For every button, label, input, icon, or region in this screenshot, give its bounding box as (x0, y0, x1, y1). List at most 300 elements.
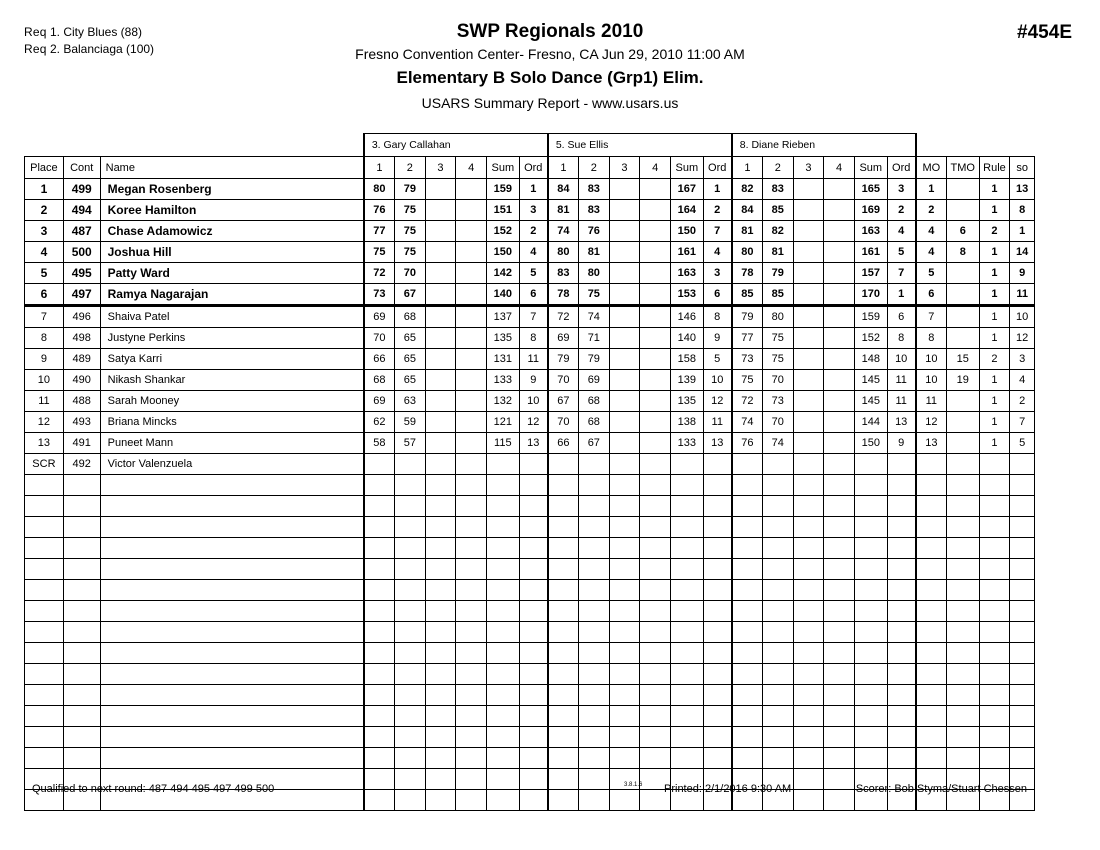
cell-j2-ord (703, 685, 732, 706)
cell-j3-score4 (824, 328, 855, 349)
cell-j2-score3 (609, 433, 640, 454)
title-block (0, 20, 1100, 114)
cell-tmo (946, 685, 979, 706)
cell-mo (916, 559, 947, 580)
cell-j1-score4 (456, 475, 487, 496)
cell-j3-ord (887, 601, 916, 622)
cell-j3-score4 (824, 685, 855, 706)
cell-j3-sum (854, 517, 887, 538)
cell-j1-score3 (425, 517, 456, 538)
cell-j3-sum: 159 (854, 306, 887, 328)
cell-mo: 4 (916, 242, 947, 263)
col-header-j3-1: 1 (732, 157, 763, 179)
cell-j2-ord (703, 475, 732, 496)
cell-j1-ord: 10 (519, 391, 548, 412)
cell-j3-ord: 13 (887, 412, 916, 433)
cell-j2-score1 (548, 538, 579, 559)
cell-j1-score3 (425, 179, 456, 200)
cell-j2-score2: 80 (578, 263, 609, 284)
cell-j3-score1 (732, 643, 763, 664)
col-header-j3-sum: Sum (854, 157, 887, 179)
cell-j3-score4 (824, 517, 855, 538)
cell-j3-ord: 4 (887, 221, 916, 242)
cell-place: 8 (25, 328, 64, 349)
cell-j3-sum: 163 (854, 221, 887, 242)
cell-rule (979, 643, 1010, 664)
cell-j1-sum: 142 (486, 263, 519, 284)
cell-j3-score3 (793, 454, 824, 475)
cell-j3-score1 (732, 664, 763, 685)
cell-mo (916, 622, 947, 643)
cell-j1-score2: 65 (395, 328, 426, 349)
cell-j3-score4 (824, 349, 855, 370)
cell-j1-score3 (425, 263, 456, 284)
cell-place (25, 538, 64, 559)
cell-mo: 4 (916, 221, 947, 242)
cell-tmo (946, 580, 979, 601)
cell-j2-score1 (548, 601, 579, 622)
cell-j3-score3 (793, 391, 824, 412)
cell-j1-score3 (425, 685, 456, 706)
venue-line: Fresno Convention Center- Fresno, CA Jun 29, 2010 11:00 AM (355, 46, 745, 62)
cell-j1-ord (519, 538, 548, 559)
cell-j3-score2 (762, 685, 793, 706)
cell-j1-score1: 62 (364, 412, 395, 433)
cell-j1-score2: 79 (395, 179, 426, 200)
cell-j1-sum: 159 (486, 179, 519, 200)
cell-so: 1 (1010, 221, 1035, 242)
report-footer (24, 780, 1035, 803)
cell-j1-sum (486, 685, 519, 706)
cell-j3-ord (887, 580, 916, 601)
cell-j2-sum (670, 496, 703, 517)
cell-j2-score2: 67 (578, 433, 609, 454)
col-header-j2-3: 3 (609, 157, 640, 179)
cell-j2-score3 (609, 496, 640, 517)
cell-j3-score2: 70 (762, 412, 793, 433)
cell-j2-score1 (548, 685, 579, 706)
cell-name (100, 580, 364, 601)
cell-rule (979, 559, 1010, 580)
cell-j3-score1: 85 (732, 284, 763, 306)
cell-tmo (946, 306, 979, 328)
cell-so: 11 (1010, 284, 1035, 306)
cell-j1-score3 (425, 391, 456, 412)
cell-contestant (63, 664, 100, 685)
cell-j1-score3 (425, 727, 456, 748)
cell-j3-ord: 5 (887, 242, 916, 263)
cell-j2-score2 (578, 475, 609, 496)
cell-tmo (946, 517, 979, 538)
cell-j2-score3 (609, 370, 640, 391)
cell-j1-ord (519, 685, 548, 706)
table-row (25, 200, 1035, 221)
cell-j2-sum (670, 601, 703, 622)
cell-j3-score1 (732, 517, 763, 538)
col-header-j1-sum: Sum (486, 157, 519, 179)
cell-j2-score4 (640, 538, 671, 559)
cell-so (1010, 538, 1035, 559)
cell-j1-score1: 66 (364, 349, 395, 370)
cell-j1-score2: 75 (395, 242, 426, 263)
cell-so: 14 (1010, 242, 1035, 263)
table-row (25, 284, 1035, 306)
cell-j1-score4 (456, 643, 487, 664)
cell-j3-score4 (824, 748, 855, 769)
cell-j1-ord (519, 664, 548, 685)
cell-j1-score1 (364, 454, 395, 475)
cell-j2-ord: 2 (703, 200, 732, 221)
cell-so (1010, 643, 1035, 664)
cell-j1-score2: 57 (395, 433, 426, 454)
cell-j3-sum: 157 (854, 263, 887, 284)
cell-rule (979, 517, 1010, 538)
cell-j3-score4 (824, 664, 855, 685)
cell-j1-sum: 132 (486, 391, 519, 412)
cell-contestant (63, 706, 100, 727)
cell-j1-score2 (395, 559, 426, 580)
cell-name: Joshua Hill (100, 242, 364, 263)
cell-j1-sum (486, 538, 519, 559)
cell-name: Ramya Nagarajan (100, 284, 364, 306)
cell-mo (916, 517, 947, 538)
cell-mo (916, 706, 947, 727)
cell-j3-score3 (793, 580, 824, 601)
cell-j1-score1: 75 (364, 242, 395, 263)
cell-j1-ord (519, 727, 548, 748)
cell-j2-score1 (548, 475, 579, 496)
requirement-text: Balanciaga (100) (63, 42, 155, 56)
cell-so: 8 (1010, 200, 1035, 221)
col-header-j1-3: 3 (425, 157, 456, 179)
table-row-empty (25, 601, 1035, 622)
cell-mo: 8 (916, 328, 947, 349)
cell-rule (979, 496, 1010, 517)
cell-contestant (63, 475, 100, 496)
cell-name (100, 664, 364, 685)
cell-j2-sum (670, 454, 703, 475)
cell-j1-score4 (456, 496, 487, 517)
cell-name (100, 643, 364, 664)
scorer-line: Scorer: Bob Styma/Stuart Chessen (855, 783, 1027, 795)
cell-name: Justyne Perkins (100, 328, 364, 349)
cell-j3-score4 (824, 727, 855, 748)
cell-j1-score1 (364, 475, 395, 496)
cell-j1-score4 (456, 559, 487, 580)
cell-j2-sum: 138 (670, 412, 703, 433)
cell-j3-score2: 85 (762, 284, 793, 306)
cell-j2-score4 (640, 454, 671, 475)
cell-j3-score2: 82 (762, 221, 793, 242)
cell-j1-score2: 67 (395, 284, 426, 306)
cell-j2-score4 (640, 727, 671, 748)
cell-j3-sum (854, 643, 887, 664)
cell-contestant: 494 (63, 200, 100, 221)
cell-tmo (946, 475, 979, 496)
cell-j3-score4 (824, 179, 855, 200)
cell-j2-score2: 75 (578, 284, 609, 306)
cell-j2-score3 (609, 580, 640, 601)
cell-j2-score2 (578, 706, 609, 727)
cell-j2-ord (703, 706, 732, 727)
cell-rule (979, 538, 1010, 559)
version-code: 3.8.1.6 (624, 782, 643, 788)
cell-j2-score1 (548, 706, 579, 727)
cell-name: Sarah Mooney (100, 391, 364, 412)
cell-name (100, 748, 364, 769)
cell-j1-score3 (425, 349, 456, 370)
col-header-j2-1: 1 (548, 157, 579, 179)
cell-j1-sum (486, 496, 519, 517)
cell-j2-score4 (640, 517, 671, 538)
cell-j2-score4 (640, 706, 671, 727)
cell-j1-sum (486, 559, 519, 580)
table-row (25, 263, 1035, 284)
cell-j2-score3 (609, 349, 640, 370)
cell-mo (916, 643, 947, 664)
cell-j1-score4 (456, 706, 487, 727)
cell-j1-ord (519, 559, 548, 580)
cell-j1-score3 (425, 200, 456, 221)
cell-j2-score3 (609, 475, 640, 496)
cell-j1-score1: 72 (364, 263, 395, 284)
cell-j1-score2 (395, 727, 426, 748)
table-row-empty (25, 622, 1035, 643)
cell-j1-score1: 76 (364, 200, 395, 221)
cell-j2-sum (670, 580, 703, 601)
cell-j2-ord: 7 (703, 221, 732, 242)
cell-j1-score4 (456, 328, 487, 349)
cell-j2-score1 (548, 454, 579, 475)
cell-j3-ord: 2 (887, 200, 916, 221)
cell-j2-score2 (578, 559, 609, 580)
cell-j3-score2 (762, 496, 793, 517)
cell-j3-score2 (762, 706, 793, 727)
cell-j1-sum: 150 (486, 242, 519, 263)
cell-j2-score2: 83 (578, 200, 609, 221)
cell-contestant: 493 (63, 412, 100, 433)
col-header-j1-2: 2 (395, 157, 426, 179)
cell-j3-sum: 144 (854, 412, 887, 433)
table-row (25, 179, 1035, 200)
cell-j1-score3 (425, 475, 456, 496)
cell-j3-ord (887, 706, 916, 727)
cell-j3-ord (887, 454, 916, 475)
cell-j3-score4 (824, 475, 855, 496)
cell-j3-score4 (824, 221, 855, 242)
cell-j3-sum: 152 (854, 328, 887, 349)
cell-rule (979, 664, 1010, 685)
cell-j2-ord: 3 (703, 263, 732, 284)
cell-j3-score1 (732, 706, 763, 727)
cell-j1-ord (519, 622, 548, 643)
cell-j3-score4 (824, 496, 855, 517)
cell-j2-score2: 68 (578, 391, 609, 412)
cell-so (1010, 622, 1035, 643)
cell-so (1010, 580, 1035, 601)
cell-j1-score1: 69 (364, 306, 395, 328)
cell-j2-score3 (609, 391, 640, 412)
cell-j1-score1 (364, 538, 395, 559)
cell-name: Satya Karri (100, 349, 364, 370)
cell-j1-ord: 7 (519, 306, 548, 328)
cell-tmo (946, 391, 979, 412)
cell-name (100, 601, 364, 622)
cell-j2-score1: 70 (548, 370, 579, 391)
cell-rule (979, 580, 1010, 601)
cell-so: 3 (1010, 349, 1035, 370)
cell-j1-sum (486, 601, 519, 622)
cell-j3-score2 (762, 517, 793, 538)
cell-so: 4 (1010, 370, 1035, 391)
cell-place (25, 601, 64, 622)
cell-j1-score3 (425, 328, 456, 349)
cell-j2-score4 (640, 179, 671, 200)
cell-tmo: 15 (946, 349, 979, 370)
cell-j3-score4 (824, 454, 855, 475)
cell-rule (979, 601, 1010, 622)
cell-place: 6 (25, 284, 64, 306)
cell-j2-score2 (578, 643, 609, 664)
cell-j3-score1 (732, 559, 763, 580)
cell-tmo (946, 454, 979, 475)
cell-contestant (63, 727, 100, 748)
cell-name (100, 706, 364, 727)
cell-place: 3 (25, 221, 64, 242)
cell-name: Koree Hamilton (100, 200, 364, 221)
cell-j3-score1: 81 (732, 221, 763, 242)
cell-j3-ord (887, 622, 916, 643)
cell-j2-score3 (609, 748, 640, 769)
cell-j3-sum (854, 454, 887, 475)
cell-j2-score3 (609, 559, 640, 580)
requirement-label: Req (24, 42, 47, 56)
cell-j1-ord (519, 454, 548, 475)
cell-j3-score1 (732, 748, 763, 769)
cell-j2-score1: 81 (548, 200, 579, 221)
cell-j1-score2: 65 (395, 349, 426, 370)
cell-j1-score1: 77 (364, 221, 395, 242)
cell-mo (916, 538, 947, 559)
cell-place: 5 (25, 263, 64, 284)
cell-tmo (946, 496, 979, 517)
cell-so: 2 (1010, 391, 1035, 412)
cell-name (100, 538, 364, 559)
cell-j2-score4 (640, 748, 671, 769)
cell-j3-score1: 78 (732, 263, 763, 284)
cell-j1-score2: 63 (395, 391, 426, 412)
cell-j3-score4 (824, 242, 855, 263)
cell-place (25, 622, 64, 643)
cell-j3-score4 (824, 559, 855, 580)
cell-j3-ord (887, 727, 916, 748)
cell-name: Puneet Mann (100, 433, 364, 454)
cell-j1-score3 (425, 370, 456, 391)
cell-j1-sum: 115 (486, 433, 519, 454)
cell-contestant: 487 (63, 221, 100, 242)
cell-so (1010, 748, 1035, 769)
cell-j1-score3 (425, 454, 456, 475)
cell-contestant (63, 517, 100, 538)
cell-j3-sum (854, 664, 887, 685)
cell-j2-score4 (640, 328, 671, 349)
cell-j2-score4 (640, 370, 671, 391)
cell-mo: 10 (916, 349, 947, 370)
cell-j2-ord (703, 727, 732, 748)
cell-j3-score3 (793, 200, 824, 221)
cell-j1-score2 (395, 580, 426, 601)
cell-name (100, 685, 364, 706)
cell-j1-score4 (456, 433, 487, 454)
cell-j3-score2 (762, 622, 793, 643)
cell-j3-ord (887, 496, 916, 517)
cell-j3-sum: 165 (854, 179, 887, 200)
cell-j1-ord: 4 (519, 242, 548, 263)
cell-j2-score2 (578, 685, 609, 706)
cell-name: Victor Valenzuela (100, 454, 364, 475)
cell-rule (979, 454, 1010, 475)
cell-place (25, 496, 64, 517)
cell-j1-score4 (456, 685, 487, 706)
cell-j3-score1 (732, 601, 763, 622)
cell-j2-score4 (640, 349, 671, 370)
cell-j1-score3 (425, 622, 456, 643)
cell-j1-score2 (395, 496, 426, 517)
cell-tmo (946, 412, 979, 433)
cell-contestant (63, 496, 100, 517)
cell-j1-score1 (364, 748, 395, 769)
table-row (25, 306, 1035, 328)
cell-j3-ord: 11 (887, 391, 916, 412)
cell-contestant (63, 643, 100, 664)
table-row-empty (25, 517, 1035, 538)
cell-j1-ord: 9 (519, 370, 548, 391)
cell-j3-score3 (793, 538, 824, 559)
cell-j2-ord: 4 (703, 242, 732, 263)
cell-j2-sum: 133 (670, 433, 703, 454)
cell-j1-score1: 70 (364, 328, 395, 349)
cell-j1-sum: 135 (486, 328, 519, 349)
cell-so: 12 (1010, 328, 1035, 349)
cell-j2-score2 (578, 727, 609, 748)
event-name: Elementary B Solo Dance (Grp1) Elim. (396, 68, 704, 87)
cell-j2-score1: 67 (548, 391, 579, 412)
cell-j2-score4 (640, 496, 671, 517)
cell-j3-ord: 10 (887, 349, 916, 370)
cell-so (1010, 475, 1035, 496)
cell-j2-ord: 10 (703, 370, 732, 391)
cell-j1-sum: 121 (486, 412, 519, 433)
cell-j3-sum: 145 (854, 391, 887, 412)
cell-j1-score3 (425, 580, 456, 601)
cell-j2-score3 (609, 643, 640, 664)
col-header-j3-3: 3 (793, 157, 824, 179)
cell-j3-score2: 80 (762, 306, 793, 328)
cell-place (25, 748, 64, 769)
cell-tmo: 6 (946, 221, 979, 242)
cell-rule: 1 (979, 391, 1010, 412)
cell-j1-sum (486, 664, 519, 685)
cell-j2-ord (703, 496, 732, 517)
cell-j3-score2: 79 (762, 263, 793, 284)
results-table (24, 133, 1035, 811)
cell-j2-score1: 74 (548, 221, 579, 242)
cell-rule: 1 (979, 263, 1010, 284)
cell-name: Chase Adamowicz (100, 221, 364, 242)
cell-mo: 7 (916, 306, 947, 328)
cell-j2-sum: 167 (670, 179, 703, 200)
table-row (25, 391, 1035, 412)
